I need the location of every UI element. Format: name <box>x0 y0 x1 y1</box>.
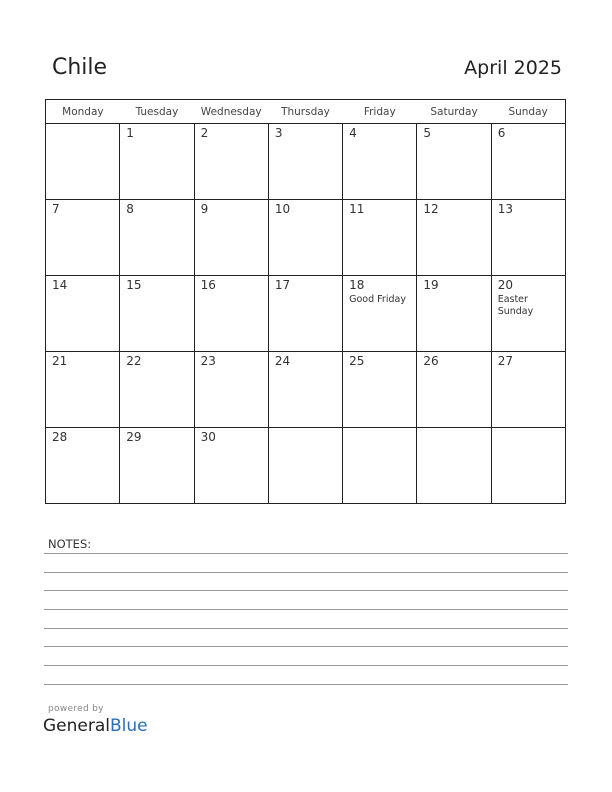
calendar-grid <box>45 99 566 504</box>
powered-by-text: powered by <box>48 704 104 714</box>
week-row <box>46 200 566 276</box>
day-number: 20 <box>497 278 513 292</box>
day-cell <box>491 124 565 200</box>
weekday-header: Sunday <box>491 100 565 124</box>
logo-blue: Blue <box>110 716 148 736</box>
day-cell <box>194 352 268 428</box>
day-cell <box>46 276 120 352</box>
notes-line <box>44 628 568 629</box>
day-cell <box>343 124 417 200</box>
month-year-title: April 2025 <box>464 57 562 79</box>
day-number: 19 <box>423 278 439 292</box>
day-cell <box>491 276 565 352</box>
logo-general: General <box>43 716 110 736</box>
day-cell <box>120 352 194 428</box>
day-cell <box>46 428 120 504</box>
day-cell <box>268 352 342 428</box>
day-cell <box>194 200 268 276</box>
day-number: 7 <box>52 202 60 216</box>
week-row <box>46 352 566 428</box>
day-cell <box>194 428 268 504</box>
day-cell <box>120 124 194 200</box>
day-number: 21 <box>52 354 68 368</box>
day-cell <box>194 276 268 352</box>
day-cell <box>343 276 417 352</box>
week-row <box>46 124 566 200</box>
holiday-label: Easter Sunday <box>497 294 534 317</box>
day-number: 22 <box>126 354 142 368</box>
day-number: 15 <box>126 278 142 292</box>
day-number: 1 <box>126 126 134 140</box>
weekday-header: Saturday <box>417 100 491 124</box>
weekday-header-row <box>46 100 566 124</box>
day-number: 8 <box>126 202 134 216</box>
notes-label: NOTES: <box>48 537 92 551</box>
day-number: 30 <box>200 430 216 444</box>
holiday-label: Good Friday <box>349 294 406 305</box>
day-cell <box>268 428 342 504</box>
day-number: 14 <box>52 278 68 292</box>
day-number: 4 <box>349 126 357 140</box>
day-number: 13 <box>497 202 513 216</box>
day-cell <box>491 200 565 276</box>
notes-line <box>44 684 568 685</box>
day-number: 10 <box>274 202 291 216</box>
day-number: 26 <box>423 354 439 368</box>
day-cell <box>343 428 417 504</box>
day-cell <box>268 124 342 200</box>
day-number: 27 <box>497 354 513 368</box>
notes-line <box>44 590 568 591</box>
day-cell <box>417 200 491 276</box>
weekday-header: Tuesday <box>120 100 194 124</box>
day-cell <box>417 276 491 352</box>
day-cell <box>343 200 417 276</box>
day-cell <box>268 276 342 352</box>
day-cell <box>194 124 268 200</box>
day-cell <box>268 200 342 276</box>
day-number: 24 <box>274 354 291 368</box>
day-number: 5 <box>423 126 432 140</box>
day-number: 23 <box>200 354 216 368</box>
day-number: 29 <box>126 430 142 444</box>
day-cell <box>491 352 565 428</box>
notes-line <box>44 646 568 647</box>
day-cell <box>120 200 194 276</box>
notes-line <box>44 609 568 610</box>
day-number: 12 <box>423 202 439 216</box>
weekday-header: Monday <box>46 100 120 124</box>
day-number: 2 <box>200 126 209 140</box>
day-cell <box>417 352 491 428</box>
day-number: 16 <box>200 278 216 292</box>
week-row <box>46 276 566 352</box>
day-cell <box>491 428 565 504</box>
day-cell <box>417 428 491 504</box>
day-cell <box>46 200 120 276</box>
day-cell <box>46 352 120 428</box>
weekday-header: Thursday <box>268 100 342 124</box>
weekday-header: Friday <box>343 100 417 124</box>
day-number: 17 <box>274 278 291 292</box>
day-number: 11 <box>349 202 365 216</box>
day-cell <box>417 124 491 200</box>
day-number: 28 <box>52 430 68 444</box>
day-cell <box>46 124 120 200</box>
day-number: 3 <box>274 126 283 140</box>
day-number: 9 <box>200 202 209 216</box>
country-title: Chile <box>52 55 108 80</box>
day-cell <box>120 428 194 504</box>
day-number: 25 <box>349 354 365 368</box>
day-cell <box>120 276 194 352</box>
notes-line <box>44 572 568 573</box>
notes-line <box>44 553 568 554</box>
week-row <box>46 428 566 504</box>
day-number: 6 <box>497 126 506 140</box>
generalblue-logo <box>43 716 148 736</box>
weekday-header: Wednesday <box>194 100 268 124</box>
day-cell <box>343 352 417 428</box>
notes-line <box>44 665 568 666</box>
day-number: 18 <box>349 278 365 292</box>
